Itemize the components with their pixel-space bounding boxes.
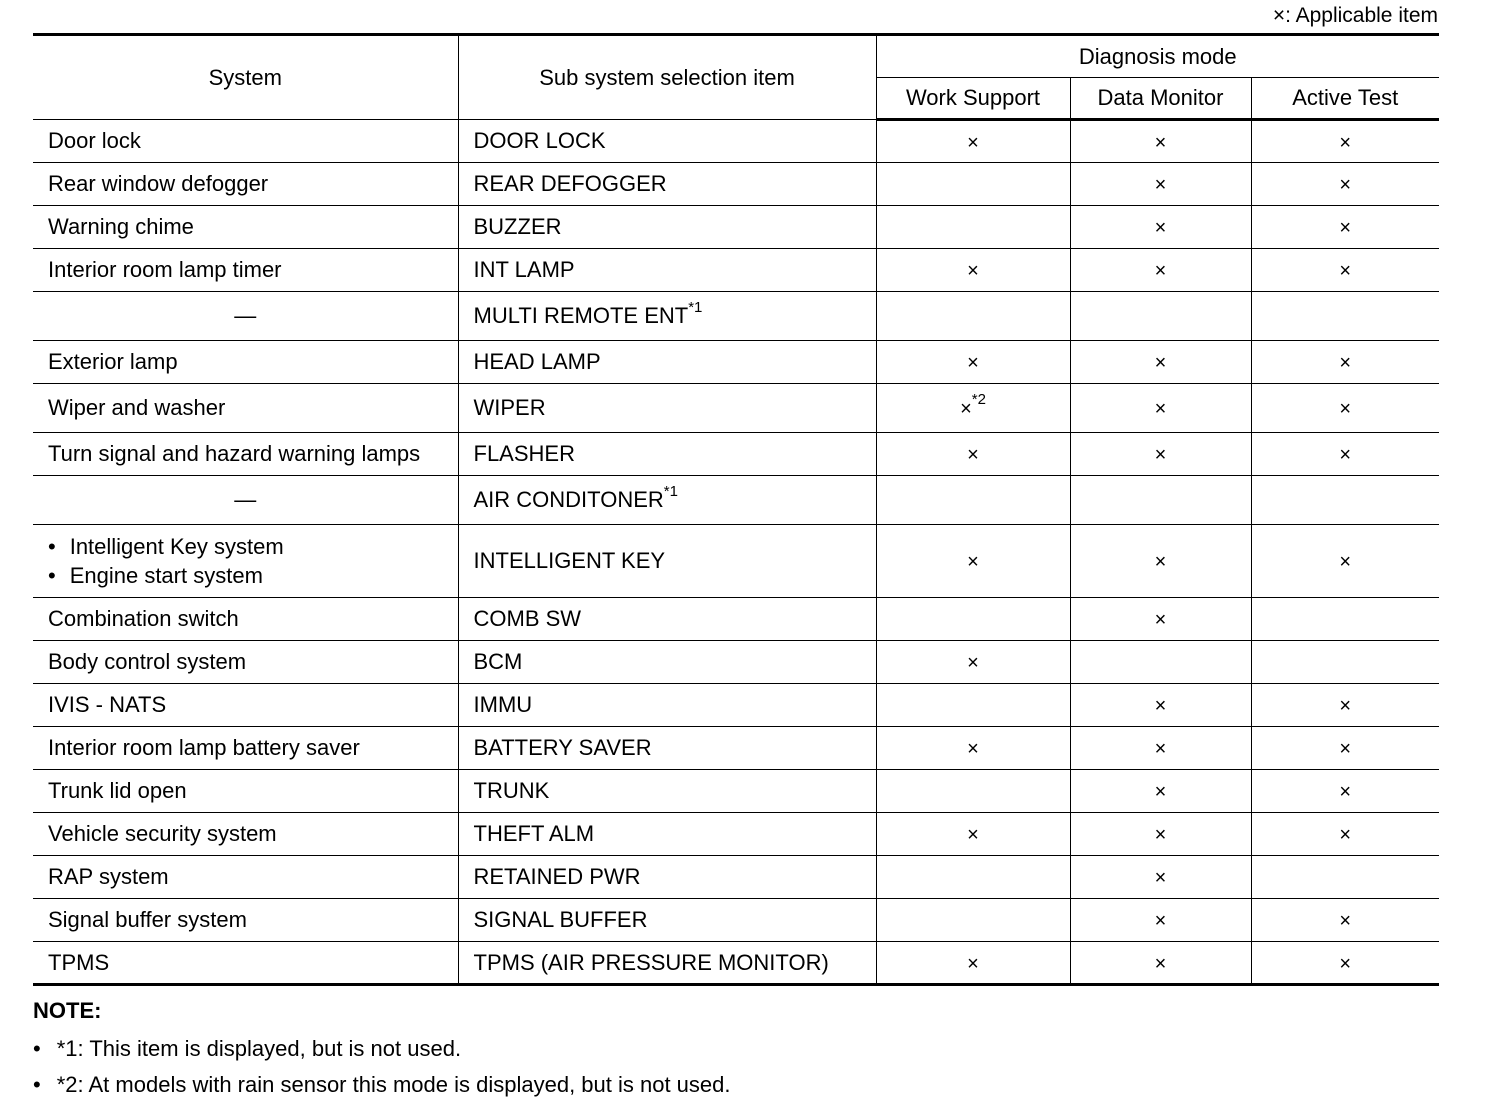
active-test-cell (1251, 206, 1439, 249)
work-support-cell (876, 813, 1070, 856)
sub-system-label: MULTI REMOTE ENT (473, 303, 689, 328)
data-monitor-cell (1070, 249, 1251, 292)
system-cell: TPMS (33, 942, 458, 985)
applicable-mark: × (1154, 910, 1167, 932)
work-support-cell (876, 206, 1070, 249)
sub-system-label: WIPER (473, 395, 546, 420)
system-cell: Combination switch (33, 598, 458, 641)
active-test-cell (1251, 684, 1439, 727)
active-test-cell (1251, 476, 1439, 525)
applicable-mark: × (1339, 131, 1352, 154)
work-support-cell (876, 525, 1070, 598)
applicable-mark: × (1339, 352, 1352, 374)
header-sub-system: Sub system selection item (458, 35, 876, 120)
active-test-cell (1251, 341, 1439, 384)
system-cell: Vehicle security system (33, 813, 458, 856)
table-row (33, 163, 1439, 206)
system-cell: Exterior lamp (33, 341, 458, 384)
system-cell: Interior room lamp timer (33, 249, 458, 292)
work-support-cell (876, 641, 1070, 684)
sub-system-cell (458, 684, 876, 727)
sub-system-label: FLASHER (473, 441, 575, 466)
data-monitor-cell (1070, 684, 1251, 727)
active-test-cell (1251, 641, 1439, 684)
sub-system-label: DOOR LOCK (473, 128, 606, 153)
data-monitor-cell (1070, 341, 1251, 384)
sub-system-label: REAR DEFOGGER (473, 171, 667, 196)
data-monitor-cell (1070, 433, 1251, 476)
note-item: • *1: This item is displayed, but is not used. (33, 1036, 731, 1062)
table-row (33, 684, 1439, 727)
sub-system-cell (458, 120, 876, 163)
table-row (33, 813, 1439, 856)
table-row (33, 899, 1439, 942)
active-test-cell (1251, 292, 1439, 341)
notes-title: NOTE: (33, 998, 102, 1023)
header-diagnosis-mode: Diagnosis mode (876, 35, 1439, 78)
table-row (33, 292, 1439, 341)
table-row (33, 727, 1439, 770)
applicable-mark: × (1339, 695, 1352, 717)
sub-system-label: INTELLIGENT KEY (473, 548, 666, 573)
applicable-mark: × (1339, 824, 1352, 846)
applicable-mark: × (967, 131, 979, 154)
sub-system-label: SIGNAL BUFFER (473, 907, 648, 932)
work-support-cell (876, 249, 1070, 292)
system-list-item: • Engine start system (48, 561, 458, 590)
table-row (33, 525, 1439, 598)
data-monitor-cell (1070, 899, 1251, 942)
active-test-cell (1251, 942, 1439, 985)
applicable-mark: × (1154, 131, 1167, 154)
applicable-mark: × (967, 352, 979, 374)
active-test-cell (1251, 249, 1439, 292)
sub-system-cell (458, 249, 876, 292)
sub-system-cell (458, 942, 876, 985)
table-row (33, 433, 1439, 476)
applicable-mark: × (1154, 738, 1167, 760)
data-monitor-cell (1070, 727, 1251, 770)
header-data-monitor: Data Monitor (1070, 78, 1251, 120)
sub-system-cell (458, 856, 876, 899)
system-cell: Interior room lamp battery saver (33, 727, 458, 770)
sub-system-label: HEAD LAMP (473, 349, 601, 374)
data-monitor-cell (1070, 163, 1251, 206)
active-test-cell (1251, 899, 1439, 942)
data-monitor-cell (1070, 641, 1251, 684)
active-test-cell (1251, 727, 1439, 770)
applicable-mark: × (1154, 398, 1167, 420)
system-cell: Trunk lid open (33, 770, 458, 813)
sub-system-label: BUZZER (473, 214, 562, 239)
applicable-mark: × (1154, 867, 1167, 889)
sub-system-cell (458, 899, 876, 942)
sub-system-label: IMMU (473, 692, 533, 717)
active-test-cell (1251, 813, 1439, 856)
system-cell (33, 525, 458, 598)
work-support-cell (876, 727, 1070, 770)
sub-system-label: COMB SW (473, 606, 582, 631)
sub-system-label: BATTERY SAVER (473, 735, 652, 760)
applicable-mark: × (1154, 260, 1167, 282)
work-support-cell (876, 598, 1070, 641)
sub-system-cell (458, 163, 876, 206)
system-cell: Rear window defogger (33, 163, 458, 206)
footnote-ref: *1 (663, 483, 678, 500)
system-cell: Turn signal and hazard warning lamps (33, 433, 458, 476)
system-cell: Door lock (33, 120, 458, 163)
sub-system-label: THEFT ALM (473, 821, 595, 846)
work-support-cell (876, 433, 1070, 476)
active-test-cell (1251, 433, 1439, 476)
sub-system-cell (458, 641, 876, 684)
applicable-mark: × (1339, 174, 1352, 196)
active-test-cell (1251, 120, 1439, 163)
footnote-ref: *2 (971, 391, 986, 408)
applicable-mark: × (1154, 952, 1167, 975)
header-active-test: Active Test (1251, 78, 1439, 120)
applicable-mark: × (967, 444, 979, 466)
work-support-cell (876, 770, 1070, 813)
sub-system-cell (458, 598, 876, 641)
active-test-cell (1251, 598, 1439, 641)
active-test-cell (1251, 163, 1439, 206)
system-cell: IVIS - NATS (33, 684, 458, 727)
applicable-mark: × (1154, 174, 1167, 196)
sub-system-cell (458, 341, 876, 384)
applicable-mark: × (967, 551, 979, 573)
system-cell: Wiper and washer (33, 384, 458, 433)
active-test-cell (1251, 384, 1439, 433)
work-support-cell (876, 163, 1070, 206)
applicable-mark: × (967, 260, 979, 282)
table-row (33, 120, 1439, 163)
sub-system-label: AIR CONDITONER (473, 487, 664, 512)
applicable-mark: × (1154, 781, 1167, 803)
data-monitor-cell (1070, 813, 1251, 856)
data-monitor-cell (1070, 292, 1251, 341)
system-cell: Body control system (33, 641, 458, 684)
applicable-mark: × (1154, 824, 1167, 846)
applicable-mark: × (967, 952, 979, 975)
applicable-mark: × (1339, 738, 1352, 760)
applicable-mark: × (1154, 217, 1167, 239)
active-test-cell (1251, 770, 1439, 813)
note-item: • *2: At models with rain sensor this mode is displayed, but is not used. (33, 1072, 731, 1098)
system-cell: Signal buffer system (33, 899, 458, 942)
work-support-cell (876, 476, 1070, 525)
sub-system-cell (458, 433, 876, 476)
table-row (33, 341, 1439, 384)
work-support-cell (876, 942, 1070, 985)
applicable-mark: × (1154, 695, 1167, 717)
table-row (33, 476, 1439, 525)
applicable-mark: × (1339, 217, 1352, 239)
applicable-mark: × (1339, 551, 1352, 573)
legend: ×: Applicable item (1272, 4, 1438, 27)
data-monitor-cell (1070, 120, 1251, 163)
applicable-mark: × (967, 738, 979, 760)
applicable-mark: × (960, 398, 972, 420)
applicable-mark: × (1339, 444, 1352, 466)
work-support-cell (876, 856, 1070, 899)
work-support-cell (876, 899, 1070, 942)
work-support-cell (876, 292, 1070, 341)
data-monitor-cell (1070, 384, 1251, 433)
applicable-mark: × (1339, 952, 1352, 975)
applicable-mark: × (967, 824, 979, 846)
table-row (33, 206, 1439, 249)
applicable-mark: × (1339, 260, 1352, 282)
work-support-cell (876, 120, 1070, 163)
data-monitor-cell (1070, 525, 1251, 598)
table-row (33, 249, 1439, 292)
applicable-mark: × (967, 652, 979, 674)
applicable-mark: × (1339, 781, 1352, 803)
header-work-support: Work Support (876, 78, 1070, 120)
sub-system-cell (458, 770, 876, 813)
sub-system-cell (458, 813, 876, 856)
applicable-mark: × (1154, 444, 1167, 466)
header-system: System (33, 35, 458, 120)
table-row (33, 598, 1439, 641)
work-support-cell (876, 341, 1070, 384)
system-cell: RAP system (33, 856, 458, 899)
applicable-mark: × (1339, 910, 1352, 932)
data-monitor-cell (1070, 598, 1251, 641)
sub-system-cell (458, 384, 876, 433)
sub-system-label: BCM (473, 649, 523, 674)
data-monitor-cell (1070, 942, 1251, 985)
work-support-cell (876, 384, 1070, 433)
sub-system-cell (458, 525, 876, 598)
sub-system-label: TPMS (AIR PRESSURE MONITOR) (473, 949, 829, 975)
data-monitor-cell (1070, 856, 1251, 899)
active-test-cell (1251, 525, 1439, 598)
data-monitor-cell (1070, 206, 1251, 249)
diagnosis-table (33, 33, 1439, 986)
system-cell: Warning chime (33, 206, 458, 249)
data-monitor-cell (1070, 770, 1251, 813)
table-row (33, 856, 1439, 899)
footnote-ref: *1 (688, 299, 703, 316)
system-cell: — (33, 476, 458, 525)
sub-system-cell (458, 727, 876, 770)
work-support-cell (876, 684, 1070, 727)
system-list-item: • Intelligent Key system (48, 532, 458, 561)
table-row (33, 641, 1439, 684)
active-test-cell (1251, 856, 1439, 899)
sub-system-label: RETAINED PWR (473, 864, 641, 889)
applicable-mark: × (1154, 551, 1167, 573)
system-cell: — (33, 292, 458, 341)
sub-system-cell (458, 292, 876, 341)
applicable-mark: × (1154, 609, 1167, 631)
data-monitor-cell (1070, 476, 1251, 525)
applicable-mark: × (1339, 398, 1352, 420)
table-row (33, 942, 1439, 985)
sub-system-cell (458, 476, 876, 525)
notes (33, 998, 731, 1108)
sub-system-label: TRUNK (473, 778, 550, 803)
sub-system-label: INT LAMP (473, 257, 575, 282)
sub-system-cell (458, 206, 876, 249)
applicable-mark: × (1154, 352, 1167, 374)
table-row (33, 384, 1439, 433)
table-row (33, 770, 1439, 813)
